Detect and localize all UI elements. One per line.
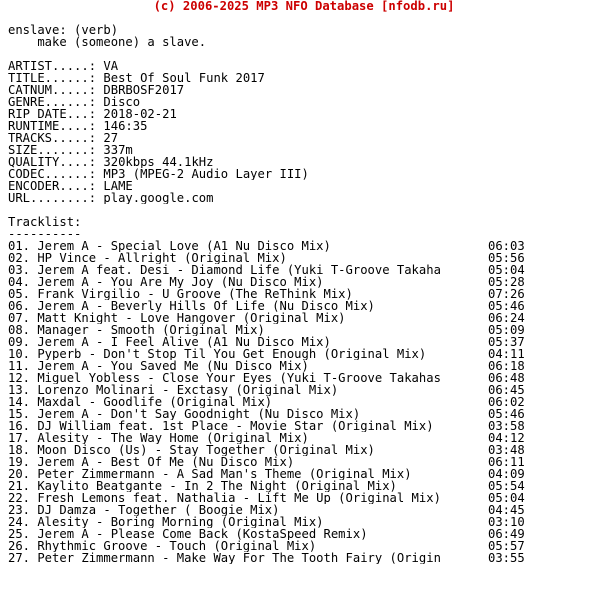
track-title: 14. Maxdal - Goodlife (Original Mix) bbox=[8, 396, 273, 408]
info-value: Disco bbox=[103, 96, 141, 108]
info-label: URL........: bbox=[8, 192, 97, 204]
info-row bbox=[8, 96, 604, 108]
definition-text: make (someone) a slave. bbox=[8, 36, 207, 48]
copyright-banner: (c) 2006-2025 MP3 NFO Database [nfodb.ru] bbox=[153, 0, 455, 13]
tracklist-rule: ---------- bbox=[8, 228, 82, 240]
info-label: GENRE......: bbox=[8, 96, 97, 108]
info-value: 27 bbox=[103, 132, 119, 144]
track-title: 10. Pyperb - Don't Stop Til You Get Enough (Original Mix) bbox=[8, 348, 427, 360]
info-label: CATNUM.....: bbox=[8, 84, 97, 96]
track-title: 09. Jerem A - I Feel Alive (A1 Nu Disco Mix) bbox=[8, 336, 331, 348]
track-title: 21. Kaylito Beatgante - In 2 The Night (Original Mix) bbox=[8, 480, 397, 492]
track-row bbox=[8, 552, 604, 564]
info-value: 146:35 bbox=[103, 120, 148, 132]
track-title: 15. Jerem A - Don't Say Goodnight (Nu Disco Mix) bbox=[8, 408, 361, 420]
info-row bbox=[8, 108, 604, 120]
track-duration: 03:10 bbox=[488, 515, 525, 529]
info-label: ARTIST.....: bbox=[8, 60, 97, 72]
info-row bbox=[8, 120, 604, 132]
info-value: LAME bbox=[103, 180, 133, 192]
info-row bbox=[8, 156, 604, 168]
info-row bbox=[8, 168, 604, 180]
info-value: DBRBOSF2017 bbox=[103, 84, 185, 96]
track-duration: 05:46 bbox=[488, 299, 525, 313]
track-title: 04. Jerem A - You Are My Joy (Nu Disco Mix) bbox=[8, 276, 324, 288]
info-row bbox=[8, 84, 604, 96]
track-title: 26. Rhythmic Groove - Touch (Original Mix) bbox=[8, 540, 317, 552]
tracklist-heading: Tracklist: bbox=[8, 216, 82, 228]
track-duration: 06:03 bbox=[488, 239, 525, 253]
track-duration: 03:48 bbox=[488, 443, 525, 457]
track-title: 03. Jerem A feat. Desi - Diamond Life (Yuki T-Groove Takaha bbox=[8, 264, 441, 276]
info-label: TRACKS.....: bbox=[8, 132, 97, 144]
track-title: 20. Peter Zimmermann - A Sad Man's Theme (Original Mix) bbox=[8, 468, 412, 480]
track-duration: 03:55 bbox=[488, 551, 525, 565]
track-duration: 06:24 bbox=[488, 311, 525, 325]
info-row bbox=[8, 144, 604, 156]
track-title: 13. Lorenzo Molinari - Exctasy (Original Mix) bbox=[8, 384, 339, 396]
info-value: MP3 (MPEG-2 Audio Layer III) bbox=[103, 168, 309, 180]
track-duration: 04:11 bbox=[488, 347, 525, 361]
track-duration: 05:28 bbox=[488, 275, 525, 289]
tracklist bbox=[8, 240, 604, 564]
track-title: 06. Jerem A - Beverly Hills Of Life (Nu Disco Mix) bbox=[8, 300, 375, 312]
info-row bbox=[8, 180, 604, 192]
info-value: 2018-02-21 bbox=[103, 108, 177, 120]
info-label: SIZE.......: bbox=[8, 144, 97, 156]
definition-term: enslave: (verb) bbox=[8, 24, 119, 36]
track-title: 22. Fresh Lemons feat. Nathalia - Lift Me Up (Original Mix) bbox=[8, 492, 441, 504]
track-duration: 05:57 bbox=[488, 539, 525, 553]
info-value: 320kbps 44.1kHz bbox=[103, 156, 214, 168]
info-value: Best Of Soul Funk 2017 bbox=[103, 72, 265, 84]
track-duration: 04:45 bbox=[488, 503, 525, 517]
track-duration: 06:45 bbox=[488, 383, 525, 397]
track-title: 01. Jerem A - Special Love (A1 Nu Disco Mix) bbox=[8, 240, 331, 252]
track-title: 08. Manager - Smooth (Original Mix) bbox=[8, 324, 265, 336]
track-duration: 05:04 bbox=[488, 263, 525, 277]
info-value: VA bbox=[103, 60, 119, 72]
track-title: 12. Miguel Yobless - Close Your Eyes (Yuki T-Groove Takahas bbox=[8, 372, 441, 384]
track-title: 07. Matt Knight - Love Hangover (Original Mix) bbox=[8, 312, 346, 324]
track-title: 19. Jerem A - Best Of Me (Nu Disco Mix) bbox=[8, 456, 295, 468]
track-duration: 05:56 bbox=[488, 251, 525, 265]
track-title: 18. Moon Disco (Us) - Stay Together (Original Mix) bbox=[8, 444, 375, 456]
track-title: 17. Alesity - The Way Home (Original Mix) bbox=[8, 432, 309, 444]
track-title: 05. Frank Virgilio - U Groove (The ReThink Mix) bbox=[8, 288, 353, 300]
track-title: 25. Jerem A - Please Come Back (KostaSpeed Remix) bbox=[8, 528, 368, 540]
track-duration: 05:46 bbox=[488, 407, 525, 421]
info-label: TITLE......: bbox=[8, 72, 97, 84]
info-row bbox=[8, 132, 604, 144]
track-title: 24. Alesity - Boring Morning (Original Mix) bbox=[8, 516, 324, 528]
track-duration: 05:09 bbox=[488, 323, 525, 337]
track-duration: 05:54 bbox=[488, 479, 525, 493]
info-label: RUNTIME....: bbox=[8, 120, 97, 132]
info-row bbox=[8, 192, 604, 204]
track-duration: 06:48 bbox=[488, 371, 525, 385]
info-value: play.google.com bbox=[103, 192, 214, 204]
info-label: RIP DATE...: bbox=[8, 108, 97, 120]
info-row bbox=[8, 60, 604, 72]
track-duration: 05:04 bbox=[488, 491, 525, 505]
info-value: 337m bbox=[103, 144, 133, 156]
nfo-body bbox=[8, 24, 604, 564]
info-label: QUALITY....: bbox=[8, 156, 97, 168]
track-title: 23. DJ Damza - Together ( Boogie Mix) bbox=[8, 504, 280, 516]
track-title: 11. Jerem A - You Saved Me (Nu Disco Mix) bbox=[8, 360, 309, 372]
track-duration: 04:12 bbox=[488, 431, 525, 445]
track-duration: 04:09 bbox=[488, 467, 525, 481]
track-title: 27. Peter Zimmermann - Make Way For The Tooth Fairy (Origin bbox=[8, 552, 441, 564]
track-duration: 06:11 bbox=[488, 455, 525, 469]
info-label: ENCODER....: bbox=[8, 180, 97, 192]
track-duration: 06:49 bbox=[488, 527, 525, 541]
track-duration: 05:37 bbox=[488, 335, 525, 349]
track-duration: 03:58 bbox=[488, 419, 525, 433]
track-title: 16. DJ William feat. 1st Place - Movie Star (Original Mix) bbox=[8, 420, 434, 432]
track-duration: 07:26 bbox=[488, 287, 525, 301]
release-info bbox=[8, 60, 604, 204]
track-duration: 06:02 bbox=[488, 395, 525, 409]
info-label: CODEC......: bbox=[8, 168, 97, 180]
track-duration: 06:18 bbox=[488, 359, 525, 373]
info-row bbox=[8, 72, 604, 84]
track-title: 02. HP Vince - Allright (Original Mix) bbox=[8, 252, 287, 264]
